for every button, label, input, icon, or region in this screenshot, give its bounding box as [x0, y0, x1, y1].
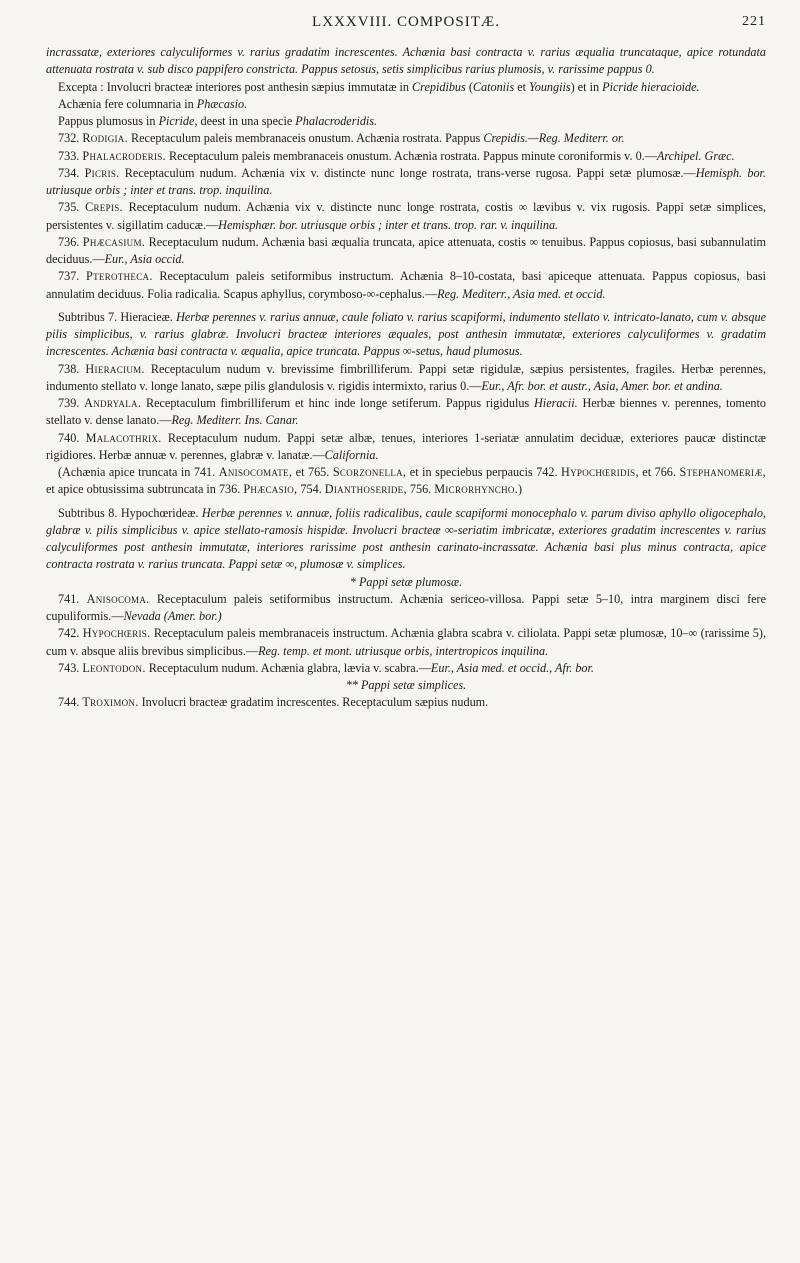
text-run: Eur., Asia med. et occid., Afr. bor.: [430, 660, 594, 675]
text-run: et 766.: [638, 465, 680, 479]
text-run: Reg. temp. et mont. utriusque orbis, intertropicos inquilina.: [258, 643, 549, 658]
text-run: Herbæ perennes v. annuæ, foliis radicalibus, caule scapiformi monocephalo v. parum diviso aphyllo oligocephalo, glabræ v. pilis simplicibus v. apice stellato-ramosis hispidæ. Involucri bracteæ ∞-seriatim imbricatæ, exteriores gradatim increscentes v. rarius calyculiformes post anthesin immutatæ, interiores rarissime post anthesin carinato-incrassatæ. Achænia basi plus minus contracta, apice contracta rostrata v. rarius truncata. Pappi setæ ∞, plumosæ v. simplices.: [46, 505, 766, 572]
text-run: 742.: [58, 626, 83, 641]
text-run: Hypochœris.: [82, 626, 151, 641]
paragraph-p05: [46, 130, 766, 147]
text-run: Stephanomeriæ,: [679, 465, 766, 479]
paragraph-p12: [46, 361, 766, 396]
paragraph-p07: [46, 165, 766, 200]
paragraph-p17: [46, 574, 766, 591]
paragraph-p01: [46, 44, 766, 79]
text-run: Phæcasium.: [82, 234, 146, 249]
text-run: 739.: [58, 396, 85, 410]
paragraph-p04: [46, 113, 766, 130]
text-run: et in speciebus perpaucis 742.: [406, 465, 562, 479]
text-run: Phalacroderis.: [82, 148, 166, 163]
text-run: Herbæ biennes v. perennes, tomento stellato v. dense lanato.—: [46, 396, 767, 428]
text-run: Receptaculum paleis setiformibus instructum. Achænia sericeo-villosa. Pappi setæ 5–10, intra marginem disci fere cupuliformis.—: [46, 591, 767, 623]
text-run: Reg. Mediterr. Ins. Canar.: [171, 413, 299, 428]
text-run: Crepidis.—Reg. Mediterr. or.: [483, 131, 625, 146]
text-run: Phæcasio.: [196, 96, 248, 111]
text-run: Subtribus 7. Hieracieæ.: [58, 309, 177, 324]
text-run: 741.: [58, 591, 87, 606]
paragraph-p11: [46, 309, 766, 361]
paragraph-p09: [46, 234, 766, 269]
text-run: Phæcasio,: [243, 482, 298, 497]
text-run: Receptaculum paleis membranaceis onustum. Achænia rostrata. Pappus: [127, 131, 484, 146]
text-run: Receptaculum paleis membranaceis onustum. Achænia rostrata. Pappus minute coroniformis v. 0.—: [165, 148, 657, 163]
text-run: et: [514, 79, 530, 94]
text-run: 733.: [58, 148, 83, 163]
text-run: Involucri bracteæ gradatim increscentes. Receptaculum sæpius nudum.: [138, 695, 489, 710]
text-run: (Achænia apice truncata in 741.: [58, 465, 219, 479]
text-run: Crepidibus: [412, 79, 466, 94]
paragraph-p14: [46, 430, 766, 465]
text-run: Andryala.: [84, 396, 142, 410]
text-run: Catoniis: [472, 79, 515, 94]
paragraph-p08: [46, 199, 766, 234]
paragraph-p21: [46, 677, 766, 694]
text-run: ): [518, 482, 523, 497]
text-run: 738.: [58, 361, 86, 376]
text-run: Hemisphær. bor. utriusque orbis ; inter et trans. trop. rar. v. inquilina.: [218, 217, 559, 232]
text-run: ** Pappi setæ simplices.: [345, 678, 467, 692]
text-run: Picride: [158, 114, 195, 128]
text-run: Receptaculum paleis membranaceis instructum. Achænia glabra scabra v. ciliolata. Pappi setæ plumosæ, 10–∞ (rarissime 5), cum v. absque aliis brevibus simplicibus.—: [46, 626, 767, 658]
text-run: Microrhyncho.: [434, 482, 519, 497]
text-run: 737.: [58, 269, 87, 284]
text-run: Receptaculum nudum. Pappi setæ albæ, tenues, interiores 1-seriatæ annulatim deciduæ, exteriores paucæ distinctæ rigidiores. Herbæ annuæ v. perennes, glabræ v. lanatæ.—: [46, 430, 766, 462]
text-run: * Pappi setæ plumosæ.: [349, 574, 463, 589]
text-run: Leontodon.: [82, 660, 146, 675]
text-run: Scorzonella,: [332, 465, 407, 479]
text-run: Eur., Afr. bor. et austr., Asia, Amer. bor. et andina.: [481, 378, 723, 393]
text-run: (: [465, 79, 473, 94]
text-run: Receptaculum fimbrilliferum et hinc inde longe setiferum. Pappus rigidulus: [141, 396, 534, 410]
text-run: , deest in una specie: [194, 114, 296, 128]
text-run: 756.: [406, 482, 435, 497]
text-run: 735.: [58, 200, 86, 215]
text-run: Receptaculum nudum v. brevissime fimbrilliferum. Pappi setæ rigidulæ, sæpius persistentes, fragiles. Herbæ perennes, indumento stellato v. longe lanato, sæpe pilis glandulosis v. rigidis intermixto, rarius 0.—: [46, 361, 767, 393]
text-body: [46, 44, 766, 712]
paragraph-p19: [46, 625, 766, 660]
text-run: Rodigia.: [82, 131, 128, 146]
paragraph-p10: [46, 268, 766, 303]
text-run: Picride hieracioide.: [602, 79, 700, 94]
text-run: Anisocomate,: [218, 465, 293, 479]
text-run: California.: [324, 447, 379, 462]
paragraph-p22: [46, 694, 766, 711]
text-run: Achænia fere columnaria in: [58, 96, 197, 111]
text-run: Hieracium.: [85, 361, 145, 376]
text-run: Hemisph. bor. utriusque orbis ; inter et trans. trop. inquilina.: [46, 165, 766, 197]
text-run: Excepta : Involucri bracteæ interiores post anthesin sæpius immutatæ in: [58, 79, 413, 94]
paragraph-p13: [46, 395, 766, 430]
text-run: Phalacroderidis.: [295, 114, 378, 128]
text-run: 734.: [58, 165, 85, 180]
text-run: Anisocoma.: [86, 591, 150, 606]
text-run: Receptaculum nudum. Achænia vix v. distincte nunc longe rostrata, trans-verse rugosa. Pappi setæ plumosæ.—: [119, 165, 696, 180]
text-run: Receptaculum nudum. Achænia basi æqualia truncata, apice attenuata, costis ∞ tenuibus. Pappus copiosus, basi subannulatim deciduus.—: [46, 234, 766, 266]
text-run: 736.: [58, 234, 83, 249]
text-run: Receptaculum paleis setiformibus instructum. Achænia 8–10-costata, basi apiceque attenuata. Pappus copiosus, basi annulatim deciduus. Folia radicalia. Scapus aphyllus, corymboso-∞-cephalus.—: [46, 269, 766, 301]
text-run: 754.: [297, 482, 325, 497]
text-run: incrassatæ, exteriores calyculiformes v. rarius gradatim increscentes. Achænia basi contracta v. rarius æqualia truncataque, apice rotundata attenuata rostrata v. sub disco pappifero constricta. Pappus setosus, setis simplicibus rarius plumosis, v. rarissime pappus 0.: [46, 45, 766, 77]
text-run: Archipel. Græc.: [656, 148, 735, 163]
text-run: Malacothrix.: [85, 430, 162, 445]
text-run: 743.: [58, 660, 83, 675]
text-run: 744.: [58, 695, 83, 710]
running-title: LXXXVIII. COMPOSITÆ.: [312, 14, 500, 30]
text-run: Receptaculum nudum. Achænia vix v. distincte nunc longe rostrata, costis ∞ lævibus v. vix rugosis. Pappi setæ simplices, persistentes v. sigillatim caducæ.—: [46, 200, 767, 232]
text-run: Dianthoseride,: [324, 482, 407, 497]
page-number: 221: [742, 14, 766, 29]
paragraph-p06: [46, 148, 766, 165]
text-run: Eur., Asia occid.: [104, 252, 185, 266]
text-run: Herbæ perennes v. rarius annuæ, caule foliato v. rarius scapiformi, indumento stellato v. intricato-lanato, cum v. absque pilis simplicibus, v. rarius glabræ. Involucri bracteæ interiores æquales, post anthesin immutatæ, exteriores calyculiformes v. gradatim increscentes. Achænia basi contracta v. æqualia, apice truncata. Pappus ∞-setus, haud plumosus.: [46, 309, 766, 359]
paragraph-p03: [46, 96, 766, 113]
paragraph-p16: [46, 505, 766, 574]
text-run: Receptaculum nudum. Achænia glabra, lævia v. scabra.—: [145, 660, 431, 675]
text-run: Troximon.: [82, 695, 139, 710]
text-run: Picris.: [84, 165, 120, 180]
text-run: 740.: [58, 430, 86, 445]
text-run: et apice obtusissima subtruncata in 736.: [46, 482, 244, 497]
text-run: Hieracii.: [534, 396, 578, 410]
paragraph-p18: [46, 591, 766, 626]
text-run: Hypochœridis,: [561, 465, 639, 479]
paragraph-p20: [46, 660, 766, 677]
paragraph-p15: [46, 464, 766, 499]
running-header: [46, 14, 766, 36]
text-run: ) et in: [570, 79, 603, 94]
text-run: Pappus plumosus in: [58, 114, 159, 128]
text-run: Pterotheca.: [86, 269, 153, 284]
text-run: Nevada (Amer. bor.): [123, 609, 222, 623]
text-run: Youngiis: [529, 79, 571, 94]
text-run: 732.: [58, 131, 83, 146]
text-run: Subtribus 8. Hypochœrideæ.: [58, 505, 202, 520]
paragraph-p02: [46, 79, 766, 96]
text-run: Crepis.: [85, 200, 123, 215]
text-run: Reg. Mediterr., Asia med. et occid.: [437, 286, 606, 301]
text-run: et 765.: [292, 465, 333, 479]
